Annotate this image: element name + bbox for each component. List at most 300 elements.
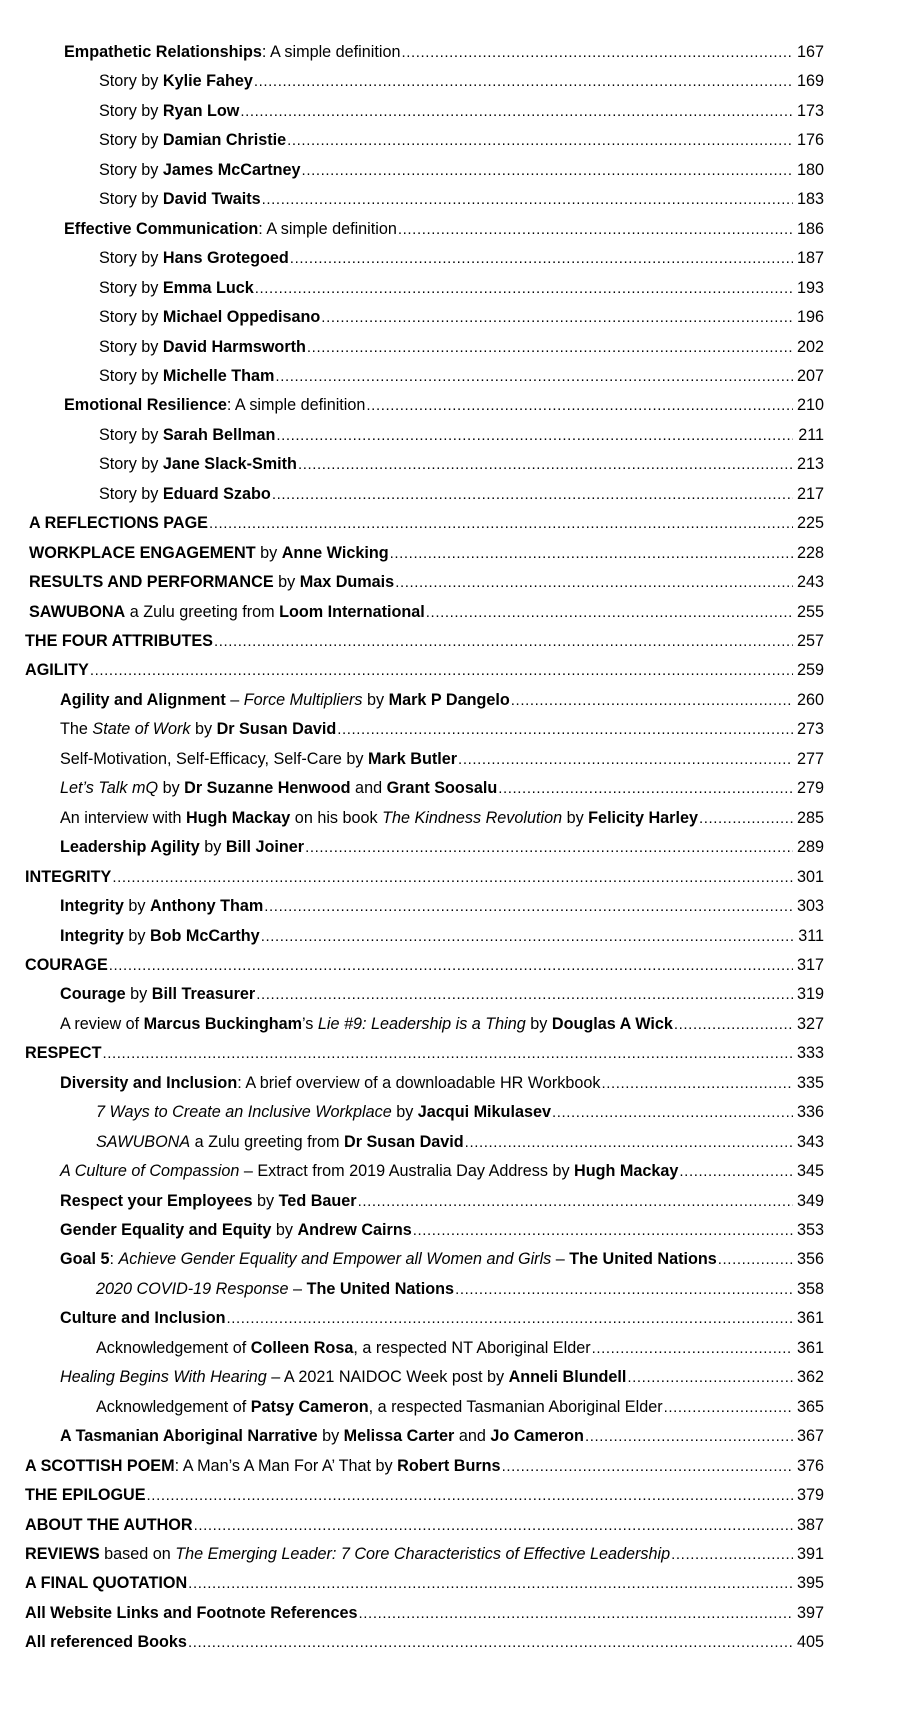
dot-leader [552, 1098, 793, 1127]
toc-entry[interactable] [0, 715, 824, 744]
toc-entry[interactable] [0, 421, 824, 450]
toc-title-text: : A brief overview of a downloadable HR Workbook [237, 1073, 601, 1092]
dot-leader [398, 215, 793, 244]
toc-entry[interactable] [0, 922, 824, 951]
toc-title-text: : A simple definition [258, 219, 397, 238]
toc-entry[interactable] [0, 980, 824, 1009]
dot-leader [276, 421, 793, 450]
toc-title-text: : A simple definition [261, 43, 401, 61]
toc-entry[interactable] [0, 509, 824, 538]
toc-entry[interactable] [0, 656, 824, 685]
toc-title-italic: State of Work [92, 720, 191, 739]
toc-entry[interactable] [0, 686, 824, 715]
toc-entry-title [60, 1245, 717, 1274]
toc-title-text: Story by [99, 101, 163, 120]
toc-entry[interactable] [0, 539, 824, 568]
toc-entry[interactable] [0, 1187, 824, 1216]
toc-title-text: Self-Motivation, Self-Efficacy, Self-Care by [60, 749, 368, 768]
dot-leader [498, 774, 793, 803]
dot-leader [112, 863, 793, 892]
toc-page-number: 196 [796, 308, 824, 327]
toc-page-number: 303 [796, 897, 824, 916]
dot-leader [226, 1304, 793, 1333]
toc-title-bold: Dr Susan David [216, 720, 337, 739]
toc-entry-title [25, 863, 111, 892]
toc-page-number: 333 [796, 1044, 824, 1063]
toc-title-text: – [551, 1250, 570, 1269]
toc-entry[interactable] [0, 1216, 824, 1245]
toc-entry[interactable] [0, 450, 824, 479]
toc-title-bold: David Twaits [162, 190, 261, 209]
toc-entry[interactable] [0, 1452, 824, 1481]
dot-leader [90, 656, 793, 685]
toc-title-italic: Force Multipliers [243, 690, 363, 709]
toc-title-text: by [362, 690, 389, 709]
toc-page-number: 187 [796, 249, 824, 268]
toc-entry-title [60, 1187, 357, 1216]
toc-title-text: – [288, 1279, 307, 1298]
toc-entry-title [25, 1039, 101, 1068]
toc-entry[interactable] [0, 1334, 824, 1363]
toc-title-bold: Courage [60, 985, 126, 1004]
toc-entry[interactable] [0, 1540, 824, 1569]
toc-title-italic: The Emerging Leader: 7 Core Characteristics of Effective Leadership [175, 1544, 671, 1563]
toc-title-italic: 2020 COVID-19 Response [96, 1279, 289, 1298]
toc-entry[interactable] [0, 1304, 824, 1333]
toc-entry[interactable] [0, 598, 824, 627]
dot-leader [465, 1128, 793, 1157]
toc-page-number: 243 [796, 573, 824, 592]
toc-page-number: 358 [796, 1279, 824, 1298]
toc-entry-title [99, 362, 274, 391]
dot-leader [664, 1393, 793, 1422]
toc-title-text: Story by [99, 425, 163, 444]
dot-leader [401, 38, 793, 67]
toc-page-number: 317 [796, 955, 824, 974]
toc-title-bold: Sarah Bellman [162, 425, 276, 444]
dot-leader [601, 1069, 793, 1098]
toc-entry-title [99, 185, 261, 214]
toc-title-bold: INTEGRITY [25, 867, 112, 886]
dot-leader [390, 539, 793, 568]
toc-entry[interactable] [0, 362, 824, 391]
toc-entry-title [25, 1628, 187, 1657]
toc-title-bold: Michael Oppedisano [162, 308, 321, 327]
toc-entry[interactable] [0, 863, 824, 892]
toc-entry-title [60, 774, 497, 803]
toc-title-text: by [317, 1427, 344, 1446]
toc-entry[interactable] [0, 333, 824, 362]
toc-title-bold: Hugh Mackay [574, 1162, 679, 1181]
toc-entry-title [99, 156, 301, 185]
toc-entry-title [60, 980, 255, 1009]
toc-entry[interactable] [0, 833, 824, 862]
toc-entry-title [25, 1569, 187, 1598]
dot-leader [102, 1039, 793, 1068]
toc-page-number: 343 [796, 1132, 824, 1151]
toc-entry[interactable] [0, 480, 824, 509]
toc-title-text: : A Man’s A Man For A’ That by [174, 1456, 398, 1475]
toc-title-bold: Mark P Dangelo [388, 690, 510, 709]
toc-entry[interactable] [0, 745, 824, 774]
toc-title-bold: Agility and Alignment [60, 690, 226, 709]
toc-title-text: Story by [99, 337, 163, 356]
dot-leader [255, 274, 793, 303]
toc-title-text: Story by [99, 249, 163, 268]
toc-entry[interactable] [0, 804, 824, 833]
toc-entry[interactable] [0, 156, 824, 185]
toc-title-text: ’s [302, 1014, 318, 1033]
toc-entry[interactable] [0, 1628, 824, 1657]
toc-title-bold: Douglas A Wick [551, 1014, 673, 1033]
toc-entry[interactable] [0, 244, 824, 273]
toc-title-bold: Felicity Harley [588, 808, 698, 827]
toc-title-bold: WORKPLACE ENGAGEMENT [29, 543, 256, 562]
toc-title-text: by [273, 573, 300, 592]
toc-entry-title [25, 1599, 358, 1628]
toc-entry-title [60, 715, 336, 744]
dot-leader [337, 715, 793, 744]
toc-title-text: a Zulu greeting from [125, 602, 280, 621]
toc-title-bold: Damian Christie [162, 131, 287, 150]
toc-page-number: 202 [796, 337, 824, 356]
toc-entry[interactable] [0, 1245, 824, 1274]
toc-title-bold: Patsy Cameron [250, 1397, 369, 1416]
toc-page-number: 210 [796, 396, 824, 415]
toc-entry[interactable] [0, 1393, 824, 1422]
toc-title-bold: Hugh Mackay [185, 808, 291, 827]
toc-entry[interactable] [0, 1128, 824, 1157]
dot-leader [272, 480, 793, 509]
toc-title-bold: Ryan Low [162, 101, 240, 120]
toc-entry-title [29, 539, 389, 568]
toc-title-text: by [125, 985, 152, 1004]
toc-entry-title [25, 1540, 670, 1569]
toc-page-number: 319 [796, 985, 824, 1004]
toc-entry-title [64, 391, 365, 420]
toc-entry-title [60, 1069, 600, 1098]
toc-page-number: 279 [796, 779, 824, 798]
toc-page-number: 180 [796, 160, 824, 179]
toc-page-number: 176 [796, 131, 824, 150]
toc-entry-title [99, 274, 254, 303]
toc-entry[interactable] [0, 1157, 824, 1186]
toc-title-bold: Jo Cameron [490, 1427, 584, 1446]
toc-entry[interactable] [0, 38, 824, 67]
toc-title-bold: Goal 5 [60, 1250, 110, 1269]
toc-page-number: 259 [796, 661, 824, 680]
toc-title-text: A review of [60, 1014, 144, 1033]
toc-entry[interactable] [0, 892, 824, 921]
toc-entry[interactable] [0, 1098, 824, 1127]
toc-title-bold: Robert Burns [397, 1456, 501, 1475]
toc-title-bold: Bill Treasurer [151, 985, 256, 1004]
toc-page-number: 376 [796, 1456, 824, 1475]
dot-leader [209, 509, 793, 538]
dot-leader [413, 1216, 793, 1245]
dot-leader [455, 1275, 793, 1304]
toc-title-bold: A FINAL QUOTATION [25, 1574, 188, 1593]
toc-entry[interactable] [0, 126, 824, 155]
toc-title-bold: Hans Grotegoed [162, 249, 289, 268]
toc-entry[interactable] [0, 97, 824, 126]
toc-page-number: 327 [796, 1014, 824, 1033]
toc-title-bold: Mark Butler [367, 749, 458, 768]
toc-page-number: 311 [798, 926, 824, 945]
toc-entry-title [99, 126, 286, 155]
toc-page-number: 277 [796, 749, 824, 768]
toc-page-number: 173 [796, 101, 824, 120]
toc-title-bold: Loom International [279, 602, 425, 621]
toc-title-bold: Jane Slack-Smith [162, 455, 297, 474]
toc-entry-title [25, 1452, 501, 1481]
toc-title-italic: Lie #9: Leadership is a Thing [317, 1014, 526, 1033]
toc-page-number: 225 [796, 514, 824, 533]
toc-entry[interactable] [0, 67, 824, 96]
toc-title-bold: A SCOTTISH POEM [25, 1456, 175, 1475]
toc-entry-title [60, 745, 457, 774]
toc-title-italic: The Kindness Revolution [382, 808, 563, 827]
toc-title-italic: Achieve Gender Equality and Empower all Women and Girls [118, 1250, 552, 1269]
toc-title-bold: Anne Wicking [281, 543, 389, 562]
toc-entry[interactable] [0, 274, 824, 303]
dot-leader [307, 333, 793, 362]
toc-entry[interactable] [0, 1569, 824, 1598]
toc-entry-title [60, 686, 510, 715]
toc-page-number: 186 [796, 219, 824, 238]
toc-title-bold: Max Dumais [299, 573, 395, 592]
toc-title-bold: David Harmsworth [162, 337, 306, 356]
toc-page-number: 228 [796, 543, 824, 562]
toc-title-text: , a respected NT Aboriginal Elder [353, 1338, 591, 1357]
toc-title-bold: ABOUT THE AUTHOR [25, 1515, 193, 1534]
dot-leader [109, 951, 793, 980]
toc-entry[interactable] [0, 774, 824, 803]
toc-entry[interactable] [0, 1010, 824, 1039]
toc-title-text: by [255, 543, 282, 562]
toc-page-number: 391 [796, 1544, 824, 1563]
toc-title-bold: Eduard Szabo [162, 484, 271, 503]
dot-leader [359, 1599, 793, 1628]
dot-leader [298, 450, 793, 479]
dot-leader [585, 1422, 793, 1451]
dot-leader [147, 1481, 793, 1510]
toc-title-text: : A simple definition [226, 396, 366, 415]
dot-leader [511, 686, 793, 715]
toc-title-bold: Leadership Agility [60, 838, 200, 857]
toc-page-number: 336 [796, 1103, 824, 1122]
toc-page-number: 379 [796, 1486, 824, 1505]
toc-entry-title [29, 509, 208, 538]
dot-leader [194, 1511, 793, 1540]
toc-page-number: 345 [796, 1162, 824, 1181]
dot-leader [264, 892, 793, 921]
toc-title-bold: Andrew Cairns [297, 1221, 412, 1239]
dot-leader [256, 980, 793, 1009]
toc-page-number: 301 [796, 867, 824, 886]
toc-title-text: – [225, 690, 244, 709]
toc-page-number: 353 [796, 1221, 824, 1239]
toc-entry[interactable] [0, 391, 824, 420]
toc-entry-title [25, 951, 108, 980]
toc-page-number: 361 [796, 1338, 824, 1357]
toc-page-number: 260 [796, 690, 824, 709]
toc-title-text: by [158, 779, 185, 798]
toc-title-bold: Ted Bauer [278, 1191, 357, 1210]
toc-page-number: 349 [796, 1191, 824, 1210]
toc-entry-title [96, 1275, 454, 1304]
toc-title-text: Story by [99, 190, 163, 209]
toc-entry[interactable] [0, 1599, 824, 1628]
toc-title-bold: A REFLECTIONS PAGE [29, 514, 208, 533]
toc-title-text: Acknowledgement of [96, 1397, 251, 1416]
toc-entry-title [25, 656, 89, 685]
toc-entry-title [60, 1304, 225, 1333]
toc-entry[interactable] [0, 627, 824, 656]
toc-title-text: Story by [99, 278, 163, 297]
toc-title-text: by [271, 1221, 298, 1239]
toc-title-text: – Extract from 2019 Australia Day Address by [239, 1162, 575, 1181]
toc-title-text: and [350, 779, 387, 798]
toc-page-number: 356 [796, 1250, 824, 1269]
toc-title-bold: AGILITY [25, 661, 89, 680]
toc-entry[interactable] [0, 215, 824, 244]
dot-leader [458, 745, 793, 774]
toc-entry[interactable] [0, 1069, 824, 1098]
dot-leader [287, 126, 793, 155]
toc-page-number: 213 [796, 455, 824, 474]
dot-leader [395, 568, 793, 597]
toc-page-number: 361 [796, 1309, 824, 1328]
toc-page-number: 362 [796, 1368, 824, 1387]
dot-leader [188, 1569, 793, 1598]
toc-title-bold: Colleen Rosa [250, 1338, 354, 1357]
toc-title-bold: Melissa Carter [343, 1427, 455, 1446]
toc-title-bold: THE EPILOGUE [25, 1486, 146, 1505]
toc-title-bold: Bill Joiner [225, 838, 305, 857]
toc-title-bold: Emotional Resilience [64, 396, 227, 415]
toc-title-text: a Zulu greeting from [190, 1132, 345, 1151]
toc-title-bold: The United Nations [569, 1250, 717, 1269]
toc-entry[interactable] [0, 185, 824, 214]
toc-title-text: : [109, 1250, 119, 1269]
toc-title-bold: Respect your Employees [60, 1191, 253, 1210]
dot-leader [261, 922, 793, 951]
toc-entry[interactable] [0, 1511, 824, 1540]
toc-entry-title [99, 97, 239, 126]
toc-title-bold: A Tasmanian Aboriginal Narrative [60, 1427, 318, 1446]
toc-title-text: Story by [99, 160, 163, 179]
toc-title-bold: Marcus Buckingham [143, 1014, 302, 1033]
toc-title-text: The [60, 720, 93, 739]
toc-title-bold: Kylie Fahey [162, 72, 253, 91]
toc-entry[interactable] [0, 1039, 824, 1068]
toc-title-text: by [252, 1191, 279, 1210]
toc-entry-title [60, 833, 304, 862]
toc-page-number: 167 [796, 43, 824, 61]
toc-entry-title [60, 1216, 412, 1245]
toc-title-bold: Michelle Tham [162, 366, 275, 385]
toc-entry-title [60, 804, 698, 833]
toc-page-number: 207 [796, 366, 824, 385]
toc-title-bold: Dr Susan David [344, 1132, 464, 1151]
toc-title-bold: Integrity [60, 926, 124, 945]
toc-title-text: Story by [99, 366, 163, 385]
toc-title-text: on his book [290, 808, 383, 827]
dot-leader [502, 1452, 793, 1481]
dot-leader [718, 1245, 793, 1274]
toc-page-number: 169 [796, 72, 824, 91]
toc-entry[interactable] [0, 568, 824, 597]
toc-title-text: Story by [99, 308, 163, 327]
toc-title-bold: All referenced Books [25, 1633, 187, 1652]
toc-entry-title [99, 303, 320, 332]
toc-title-bold: RESPECT [25, 1044, 102, 1063]
toc-title-bold: Grant Soosalu [386, 779, 498, 798]
toc-title-text: Story by [99, 131, 163, 150]
toc-title-bold: Jacqui Mikulasev [417, 1103, 551, 1122]
toc-title-text: by [199, 838, 226, 857]
toc-page-number: 217 [796, 484, 824, 503]
toc-entry-title [64, 38, 400, 67]
toc-entry[interactable] [0, 951, 824, 980]
toc-entry[interactable] [0, 1422, 824, 1451]
toc-entry-title [25, 1481, 146, 1510]
toc-entry-title [60, 1010, 673, 1039]
toc-page-number: 335 [796, 1073, 824, 1092]
toc-entry-title [60, 922, 260, 951]
toc-entry[interactable] [0, 303, 824, 332]
dot-leader [671, 1540, 793, 1569]
toc-page-number: 367 [796, 1427, 824, 1446]
toc-title-text: by [123, 926, 150, 945]
toc-title-bold: COURAGE [25, 955, 108, 974]
toc-title-text: by [190, 720, 217, 739]
toc-title-text: based on [99, 1544, 176, 1563]
toc-title-bold: Anthony Tham [149, 897, 264, 916]
toc-entry-title [60, 1422, 584, 1451]
toc-title-italic: Healing Begins With Hearing [60, 1368, 267, 1387]
toc-title-italic: Let’s Talk mQ [60, 779, 159, 798]
dot-leader [321, 303, 793, 332]
toc-title-bold: Empathetic Relationships [64, 43, 262, 61]
dot-leader [305, 833, 793, 862]
dot-leader [679, 1157, 793, 1186]
dot-leader [254, 67, 793, 96]
toc-title-bold: REVIEWS [25, 1544, 100, 1563]
toc-entry[interactable] [0, 1363, 824, 1392]
toc-entry-title [60, 1157, 678, 1186]
toc-title-text: by [123, 897, 150, 916]
toc-title-bold: The United Nations [306, 1279, 455, 1298]
toc-entry-title [96, 1098, 551, 1127]
toc-title-bold: SAWUBONA [29, 602, 126, 621]
dot-leader [290, 244, 793, 273]
dot-leader [426, 598, 793, 627]
dot-leader [699, 804, 793, 833]
toc-entry-title [60, 1363, 626, 1392]
dot-leader [627, 1363, 793, 1392]
toc-page-number: 285 [796, 808, 824, 827]
toc-entry[interactable] [0, 1275, 824, 1304]
dot-leader [214, 627, 793, 656]
toc-title-text: An interview with [60, 808, 186, 827]
dot-leader [674, 1010, 793, 1039]
toc-entry[interactable] [0, 1481, 824, 1510]
toc-page-number: 397 [796, 1603, 824, 1622]
toc-title-text: – A 2021 NAIDOC Week post by [266, 1368, 509, 1387]
toc-title-bold: All Website Links and Footnote References [25, 1603, 358, 1622]
